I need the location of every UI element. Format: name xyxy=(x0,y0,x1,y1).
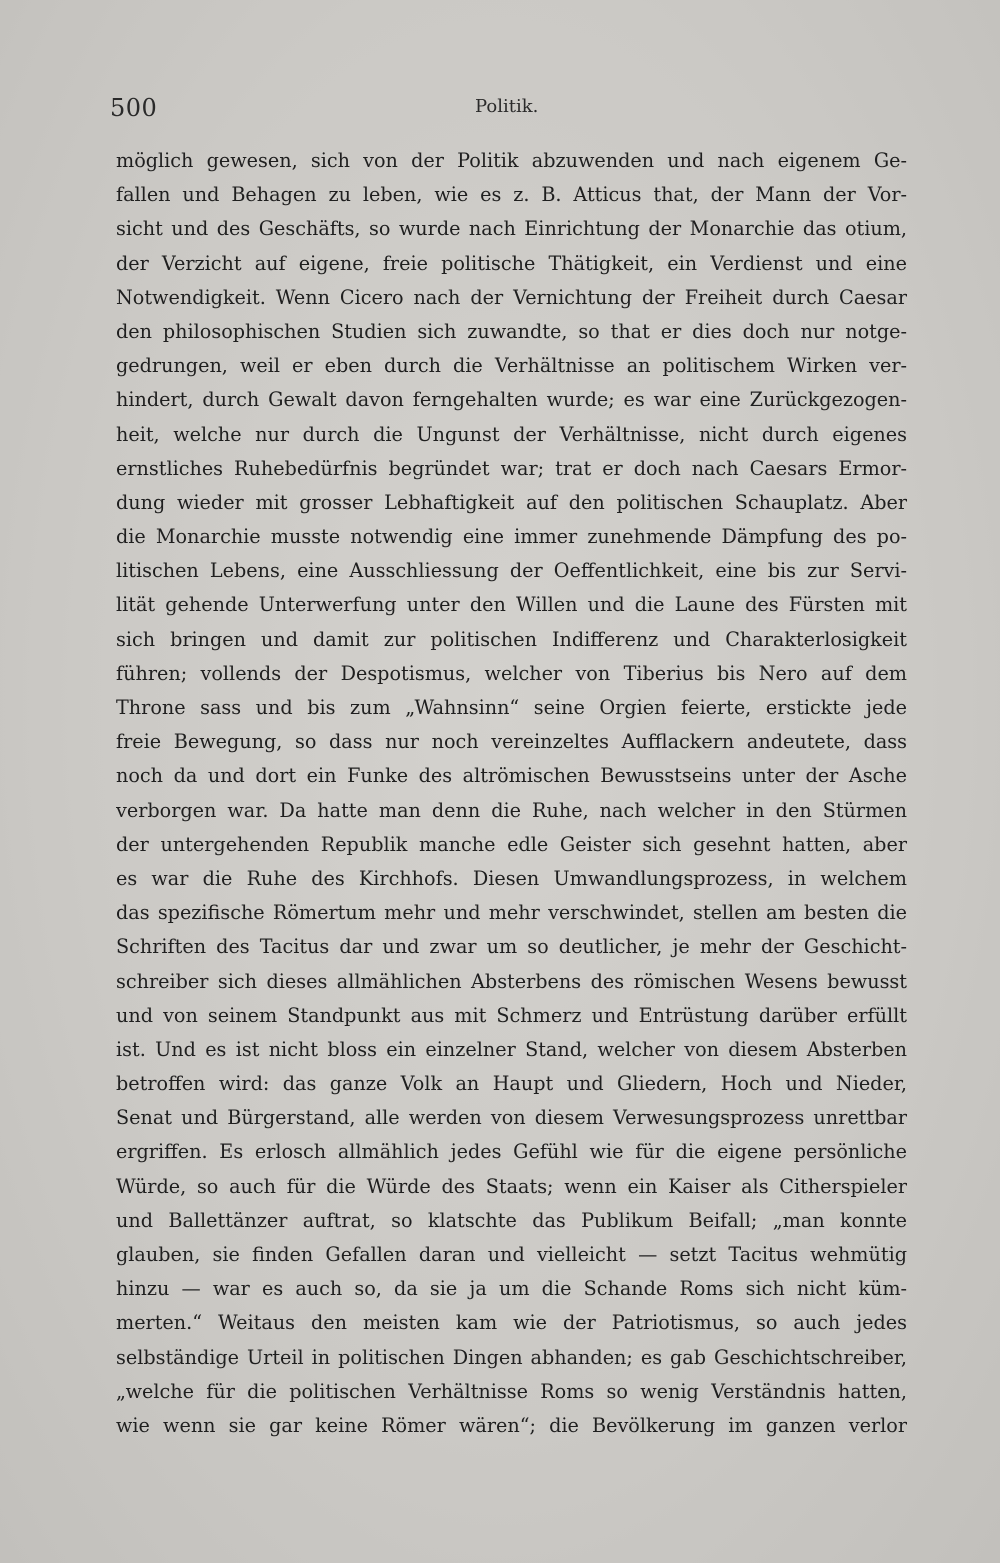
text-line: sicht und des Geschäfts, so wurde nach Einrichtung der Monarchie das otium, xyxy=(116,217,907,241)
text-line: möglich gewesen, sich von der Politik abzuwenden und nach eigenem Ge- xyxy=(116,149,907,172)
text-line: es war die Ruhe des Kirchhofs. Diesen Umwandlungsprozess, in welchem xyxy=(116,866,907,890)
text-line: den philosophischen Studien sich zuwandte, so that er dies doch nur notge- xyxy=(116,319,907,343)
text-line: selbständige Urteil in politischen Dingen abhanden; es gab Geschichtschreiber, xyxy=(116,1345,907,1369)
page-header xyxy=(110,94,910,124)
text-line: glauben, sie finden Gefallen daran und vielleicht — setzt Tacitus wehmütig xyxy=(116,1243,907,1266)
text-line: hinzu — war es auch so, da sie ja um die Schande Roms sich nicht küm- xyxy=(116,1277,907,1301)
text-line: fallen und Behagen zu leben, wie es z. B. Atticus that, der Mann der Vor- xyxy=(116,183,907,207)
text-line: ist. Und es ist nicht bloss ein einzelner Stand, welcher von diesem Absterben xyxy=(116,1037,907,1061)
text-line: dung wieder mit grosser Lebhaftigkeit auf den politischen Schauplatz. Aber xyxy=(116,490,907,514)
text-line: und von seinem Standpunkt aus mit Schmerz und Entrüstung darüber erfüllt xyxy=(116,1003,907,1027)
text-line: Schriften des Tacitus dar und zwar um so deutlicher, je mehr der Geschicht- xyxy=(116,935,907,959)
running-title: Politik. xyxy=(475,96,539,117)
text-line: betroffen wird: das ganze Volk an Haupt und Gliedern, Hoch und Nieder, xyxy=(116,1072,907,1096)
text-line: merten.“ Weitaus den meisten kam wie der Patriotismus, so auch jedes xyxy=(116,1311,907,1335)
text-line: lität gehende Unterwerfung unter den Willen und die Laune des Fürsten mit xyxy=(116,593,907,617)
text-line: schreiber sich dieses allmählichen Absterbens des römischen Wesens bewusst xyxy=(116,969,907,993)
text-line: Notwendigkeit. Wenn Cicero nach der Vernichtung der Freiheit durch Caesar xyxy=(116,285,907,309)
text-line: ernstliches Ruhebedürfnis begründet war; trat er doch nach Caesars Ermor- xyxy=(116,456,907,480)
text-line: wie wenn sie gar keine Römer wären“; die Bevölkerung im ganzen verlor xyxy=(116,1413,907,1437)
text-line: gedrungen, weil er eben durch die Verhältnisse an politischem Wirken ver- xyxy=(116,354,907,378)
page-number: 500 xyxy=(110,94,158,122)
text-line: der untergehenden Republik manche edle Geister sich gesehnt hatten, aber xyxy=(116,832,907,856)
text-line: sich bringen und damit zur politischen Indifferenz und Charakterlosigkeit xyxy=(116,627,907,651)
text-line: litischen Lebens, eine Ausschliessung der Oeffentlichkeit, eine bis zur Servi- xyxy=(116,559,907,583)
text-line: ergriffen. Es erlosch allmählich jedes Gefühl wie für die eigene persönliche xyxy=(116,1140,907,1164)
text-line: freie Bewegung, so dass nur noch vereinzeltes Aufflackern andeutete, dass xyxy=(116,730,907,754)
text-line: verborgen war. Da hatte man denn die Ruhe, nach welcher in den Stürmen xyxy=(116,798,907,822)
text-line: und Ballettänzer auftrat, so klatschte das Publikum Beifall; „man konnte xyxy=(116,1208,907,1232)
text-line: heit, welche nur durch die Ungunst der Verhältnisse, nicht durch eigenes xyxy=(116,422,907,446)
text-line: die Monarchie musste notwendig eine immer zunehmende Dämpfung des po- xyxy=(116,525,907,549)
text-line: hindert, durch Gewalt davon ferngehalten wurde; es war eine Zurückgezogen- xyxy=(116,388,907,412)
text-line: der Verzicht auf eigene, freie politische Thätigkeit, ein Verdienst und eine xyxy=(116,251,907,275)
text-line: führen; vollends der Despotismus, welcher von Tiberius bis Nero auf dem xyxy=(116,661,907,685)
text-line: „welche für die politischen Verhältnisse Roms so wenig Verständnis hatten, xyxy=(116,1379,907,1403)
text-line: noch da und dort ein Funke des altrömischen Bewusstseins unter der Asche xyxy=(116,764,907,788)
text-line: Throne sass und bis zum „Wahnsinn“ seine Orgien feierte, erstickte jede xyxy=(116,696,907,719)
text-line: das spezifische Römertum mehr und mehr verschwindet, stellen am besten die xyxy=(116,901,907,925)
text-line: Würde, so auch für die Würde des Staats; wenn ein Kaiser als Citherspieler xyxy=(116,1174,907,1198)
text-line: Senat und Bürgerstand, alle werden von diesem Verwesungsprozess unrettbar xyxy=(116,1106,907,1130)
body-text xyxy=(116,144,907,1443)
